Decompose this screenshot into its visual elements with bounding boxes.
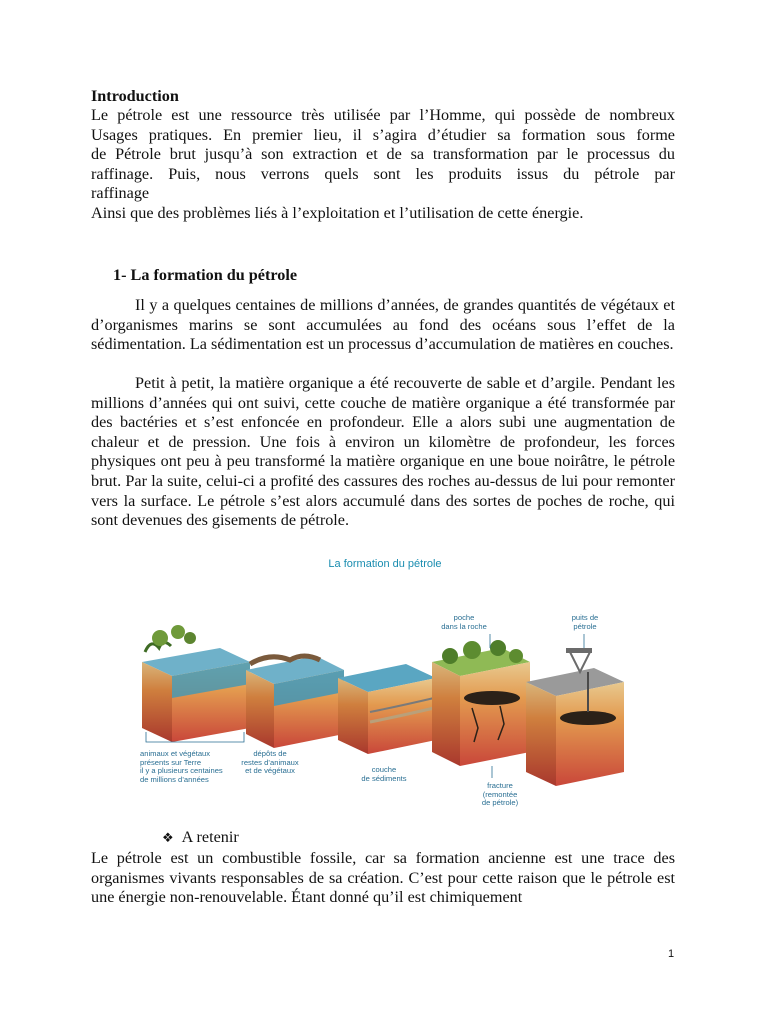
petroleum-formation-figure (120, 552, 650, 822)
introduction-line: Usages pratiques. En premier lieu, il s’agira d’étudier sa formation sous forme (91, 125, 675, 144)
block-4 (432, 640, 530, 766)
introduction-title: Introduction (91, 87, 179, 105)
introduction-line: de Pétrole brut jusqu’à son extraction et de sa transformation par le processus du (91, 145, 675, 164)
label-well: puits de pétrole (571, 613, 599, 631)
retenir-label: A retenir (181, 828, 239, 846)
retenir-paragraph: Le pétrole est un combustible fossile, car sa formation ancienne est une trace des organismes vivants responsables de sa création. C’est pour cette raison que le pétrole est une énergie non-renouvelable. Étant donné qu’il est chimiquement (91, 849, 675, 907)
block-3 (338, 664, 436, 754)
introduction-body (91, 106, 675, 224)
section-paragraph-2: Petit à petit, la matière organique a été recouverte de sable et d’argile. Pendant les millions d’années qui ont suivi, cette couche de matière organique a été transformée par des bactéries et s’est enfoncée en profondeur. Elle a alors subi une augmentation de chaleur et de pression. Une fois à environ un kilomètre de profondeur, les forces physiques ont peu à peu transformé la matière organique en une boue noirâtre, le pétrole brut. Par la suite, celui-ci a profité des cassures des roches au-dessus de lui pour remonter vers la surface. Le pétrole s’est alors accumulé dans des sortes de poches de roche, qui sont devenues des gisements de pétrole. (91, 374, 675, 530)
figure-title: La formation du pétrole (328, 558, 442, 570)
label-fracture: fracture (remontée de pétrole) (481, 781, 519, 808)
introduction-line: Le pétrole est une ressource très utilisée par l’Homme, qui possède de nombreux (91, 106, 675, 124)
block-5 (526, 648, 624, 786)
section-paragraph-1: Il y a quelques centaines de millions d’années, de grandes quantités de végétaux et d’organismes marins se sont accumulées au fond des océans sous l’effet de la sédimentation. La sédimentation est un processus d’accumulation de matières en couches. (91, 296, 675, 354)
retenir-heading (162, 828, 239, 847)
introduction-line: raffinage (91, 184, 150, 203)
introduction-line: raffinage. Puis, nous verrons quels sont les produits issus du pétrole par (91, 164, 675, 183)
page-number: 1 (668, 948, 675, 960)
label-deposits: dépôts de restes d’animaux et de végétaux (241, 749, 299, 776)
section-heading: 1- La formation du pétrole (113, 266, 298, 284)
diamond-bullet-icon: ❖ (162, 830, 174, 845)
block-2 (246, 656, 344, 748)
label-pocket: poche dans la roche (441, 613, 487, 631)
introduction-line: Ainsi que des problèmes liés à l’exploitation et l’utilisation de cette énergie. (91, 203, 584, 222)
block-1 (142, 625, 250, 742)
label-animals: animaux et végétaux présents sur Terre il y a plusieurs centaines de millions d’années (140, 749, 223, 784)
label-sediments: couche de sédiments (361, 765, 407, 783)
